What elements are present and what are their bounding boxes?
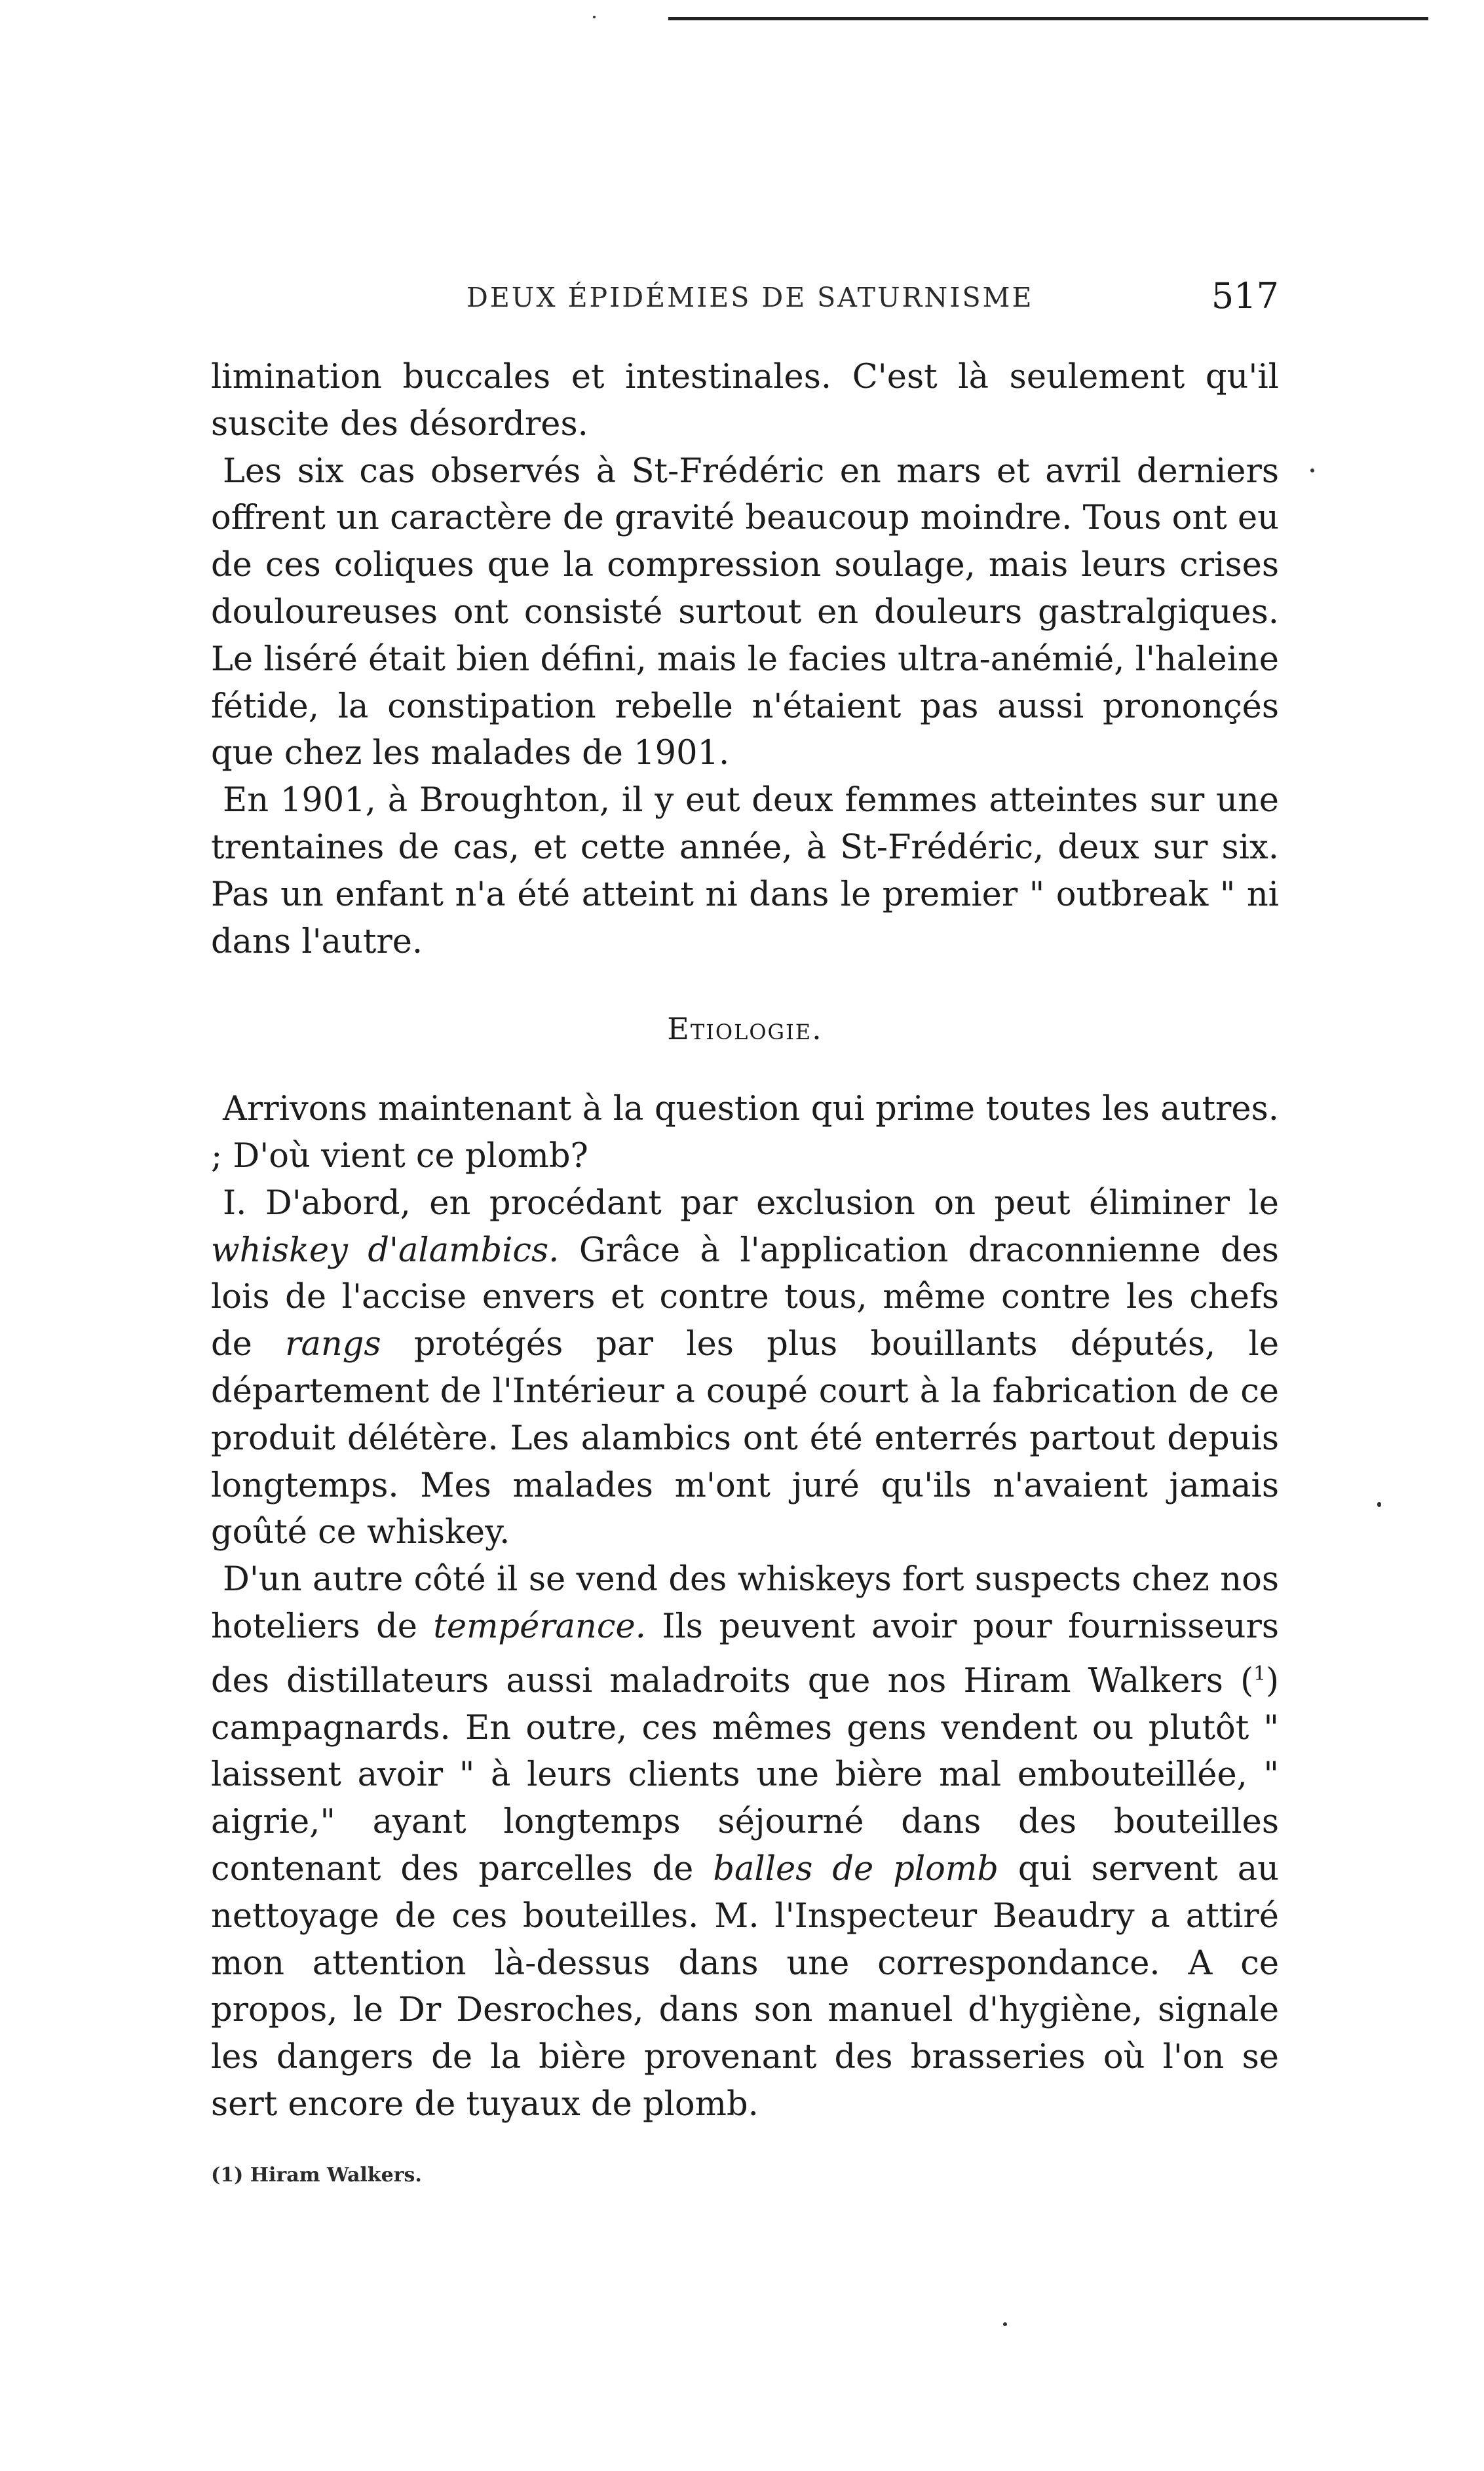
text-run: D'un autre côté il se vend des whiskeys fort suspects chez nos hoteliers de — [211, 1560, 1279, 1646]
italic-run: balles de plomb — [713, 1849, 999, 1888]
page-body — [211, 275, 1279, 2187]
paragraph-whiskey-alambics — [211, 1180, 1279, 1556]
italic-run: tempérance. — [433, 1607, 646, 1646]
top-rule — [668, 17, 1428, 20]
section-heading-etiologie: Etiologie. — [667, 1011, 823, 1047]
text-run: Ils peuvent avoir pour fournisseurs des distillateurs aussi maladroits que nos Hiram Walkers ( — [211, 1607, 1279, 1700]
text-run: ) campagnards. En outre, ces mêmes gens vendent ou plutôt " laissent avoir " à leurs clients une bière mal embouteillée, " aigrie," ayant longtemps séjourné dans des bouteilles contenant des parcelles de — [211, 1661, 1279, 1888]
running-head — [211, 275, 1279, 321]
footnote: (1) Hiram Walkers. — [211, 2163, 422, 2187]
footnote-marker: 1 — [1253, 1662, 1266, 1685]
italic-run: rangs — [285, 1325, 381, 1364]
paragraph-st-frederic-cases: Les six cas observés à St-Frédéric en mars et avril derniers offrent un caractère de gravité beaucoup moindre. Tous ont eu de ces coliques que la compression soulage, mais leurs crises douloureuses ont consisté surtout en douleurs gastralgiques. Le liséré était bien défini, mais le facies ultra-anémié, l'haleine fétide, la constipation rebelle n'étaient pas aussi prononçés que chez les malades de 1901. — [211, 451, 1279, 773]
text-run: Grâce à l'application draconnienne des lois de l'accise envers et contre tous, même contre les chefs de — [211, 1231, 1279, 1364]
page-number: 517 — [1211, 275, 1279, 316]
italic-run: whiskey d'alambics. — [211, 1231, 560, 1270]
text-run: qui servent au nettoyage de ces bouteilles. M. l'Inspecteur Beaudry a attiré mon attention là-dessus dans une correspondance. A ce propos, le Dr Desroches, dans son manuel d'hygiène, signale les dangers de la bière provenant des brasseries où l'on se sert encore de tuyaux de plomb. — [211, 1849, 1280, 2124]
paragraph-broughton: En 1901, à Broughton, il y eut deux femmes atteintes sur une trentaines de cas, et cette année, à St-Frédéric, deux sur six. Pas un enfant n'a été atteint ni dans le premier " outbreak " ni dans l'autre. — [211, 781, 1279, 961]
scan-speck — [593, 16, 596, 18]
scan-speck — [1003, 2322, 1007, 2326]
scan-speck — [1377, 1502, 1381, 1507]
paragraph-question: Arrivons maintenant à la question qui prime toutes les autres. ; D'où vient ce plomb? — [211, 1090, 1279, 1176]
text-run: I. D'abord, en procédant par exclusion on peut éliminer le — [223, 1183, 1279, 1223]
paragraph-continuation: limination buccales et intestinales. C'est là seulement qu'il suscite des désordres. — [211, 358, 1279, 444]
scan-speck — [1310, 469, 1314, 472]
text-run: protégés par les plus bouillants députés, le département de l'Intérieur a coupé court à la fabrication de ce produit délétère. Les alambics ont été enterrés partout depuis longtemps. Mes malades m'ont juré qu'ils n'avaient jamais goûté ce whiskey. — [211, 1325, 1279, 1552]
body-text — [211, 354, 1279, 2128]
running-title: DEUX ÉPIDÉMIES DE SATURNISME — [466, 282, 1034, 313]
paragraph-hoteliers-temperance — [211, 1556, 1279, 2128]
